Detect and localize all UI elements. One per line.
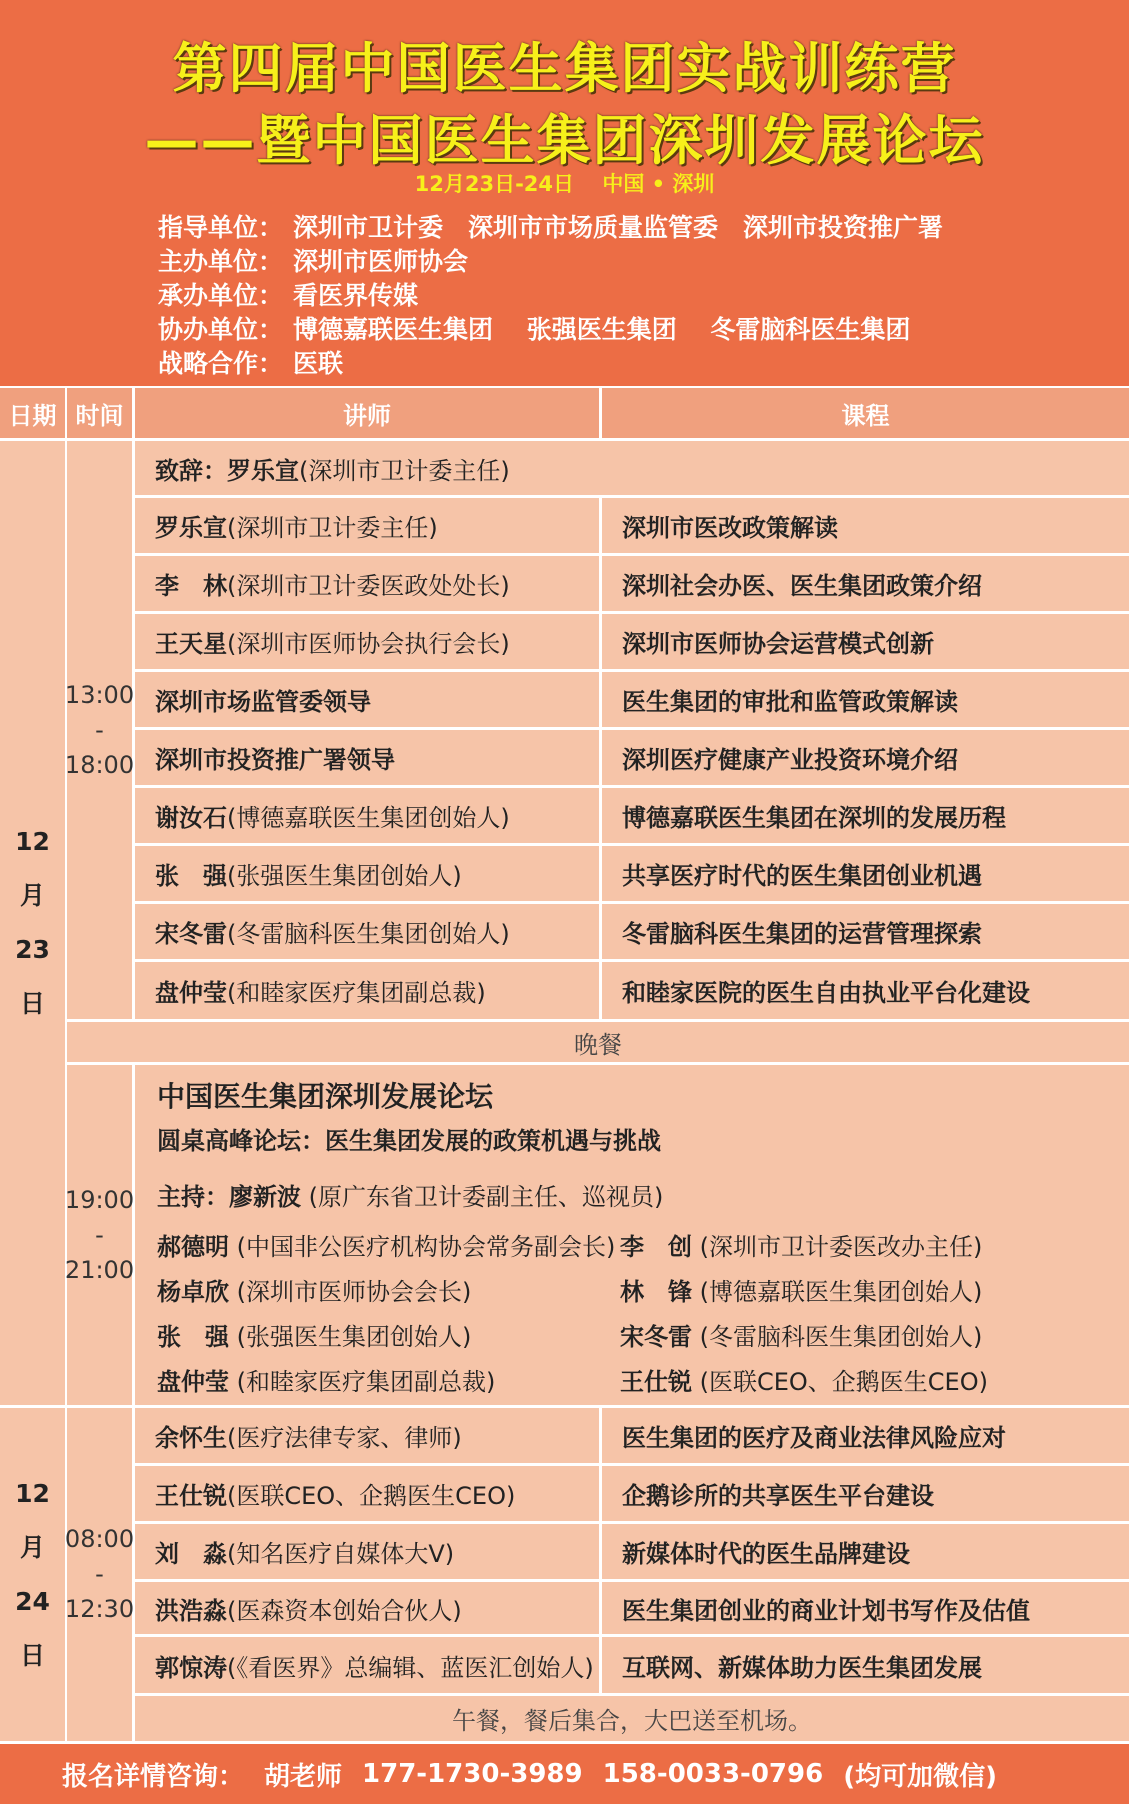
org-value: 看医界传媒	[293, 281, 419, 310]
host-label: 主持：廖新波	[157, 1183, 301, 1211]
speaker-role: (医疗法律专家、律师)	[227, 1424, 462, 1452]
course-cell: 冬雷脑科医生集团的运营管理探索	[602, 904, 1129, 959]
date-char: 23	[15, 935, 50, 964]
header-banner	[0, 0, 1129, 386]
date-char: 日	[19, 989, 45, 1018]
panelist	[620, 1317, 982, 1352]
speaker-name: 刘 淼	[155, 1540, 227, 1568]
footer-note: (均可加微信)	[843, 1761, 997, 1792]
course-cell: 共享医疗时代的医生集团创业机遇	[602, 846, 1129, 901]
speaker-role: (博德嘉联医生集团创始人)	[227, 804, 510, 832]
org-organizer	[158, 276, 418, 312]
course-cell: 博德嘉联医生集团在深圳的发展历程	[602, 788, 1129, 843]
panelist-name: 杨卓欣	[157, 1278, 229, 1306]
course-cell: 互联网、新媒体助力医生集团发展	[602, 1637, 1129, 1693]
speaker-role: (《看医界》总编辑、蓝医汇创始人)	[227, 1653, 594, 1682]
course-cell: 深圳医疗健康产业投资环境介绍	[602, 730, 1129, 785]
speaker-role: (深圳市卫计委医政处处长)	[227, 572, 510, 600]
speaker-role: (医森资本创始合伙人)	[227, 1596, 462, 1625]
speaker-cell	[135, 1524, 599, 1579]
org-value: 深圳市卫计委 深圳市市场质量监管委 深圳市投资推广署	[293, 213, 944, 242]
date-char: 日	[19, 1640, 45, 1670]
speaker-name: 宋冬雷	[155, 920, 227, 948]
course-cell: 和睦家医院的医生自由执业平台化建设	[602, 962, 1129, 1019]
speaker-name: 罗乐宣	[155, 514, 227, 542]
panelist-role: (张强医生集团创始人)	[229, 1323, 472, 1351]
speaker-role: (医联CEO、企鹅医生CEO)	[227, 1482, 516, 1510]
opening-label: 致辞：罗乐宣	[155, 456, 299, 485]
day1-afternoon-time	[64, 441, 135, 1019]
date-char: 12	[15, 1478, 50, 1508]
panelist	[157, 1362, 495, 1397]
time-end: 21:00	[64, 1255, 135, 1284]
panelist-name: 李 创	[620, 1233, 692, 1261]
org-host	[158, 242, 468, 278]
panelist	[157, 1317, 471, 1352]
panelist-role: (博德嘉联医生集团创始人)	[692, 1278, 983, 1306]
speaker-role: (张强医生集团创始人)	[227, 862, 462, 890]
course-cell: 深圳社会办医、医生集团政策介绍	[602, 556, 1129, 611]
course-cell: 新媒体时代的医生品牌建设	[602, 1524, 1129, 1579]
panelist-name: 王仕锐	[620, 1368, 692, 1396]
speaker-role: (深圳市卫计委主任)	[227, 514, 438, 542]
date-place: 12月23日-24日 中国 • 深圳	[414, 172, 715, 196]
time-dash: -	[95, 1560, 104, 1588]
footer-phone-2[interactable]: 158-0033-0796	[602, 1759, 824, 1789]
title-line-2: ——暨中国医生集团深圳发展论坛	[144, 109, 985, 172]
speaker-cell	[135, 730, 599, 785]
speaker-cell	[135, 962, 599, 1019]
speaker-name: 李 林	[155, 572, 227, 600]
panelist	[157, 1272, 471, 1307]
org-value: 博德嘉联医生集团 张强医生集团 冬雷脑科医生集团	[293, 315, 911, 344]
panelist-name: 张 强	[157, 1323, 229, 1351]
day1-evening-time	[64, 1065, 135, 1405]
speaker-name: 谢汝石	[155, 804, 227, 832]
day2-date	[0, 1408, 65, 1741]
date-char: 月	[19, 1532, 45, 1562]
time-end: 18:00	[64, 750, 135, 779]
speaker-cell	[135, 556, 599, 611]
th-speaker: 讲师	[135, 388, 599, 438]
panelist-role: (深圳市卫计委医改办主任)	[692, 1233, 983, 1261]
panelist-role: (和睦家医疗集团副总裁)	[229, 1368, 496, 1396]
speaker-name: 洪浩淼	[155, 1596, 227, 1625]
footer-label: 报名详情咨询：	[62, 1761, 245, 1792]
speaker-cell	[135, 1408, 599, 1463]
forum-block	[135, 1065, 1129, 1405]
speaker-name: 王仕锐	[155, 1482, 227, 1510]
time-dash: -	[95, 1220, 104, 1249]
speaker-name: 深圳市投资推广署领导	[155, 746, 395, 774]
footer-contact	[0, 1744, 1129, 1804]
org-guide	[158, 208, 943, 244]
date-char: 12	[15, 827, 50, 856]
forum-subtitle: 圆桌高峰论坛：医生集团发展的政策机遇与挑战	[157, 1127, 661, 1155]
speaker-role: (深圳市医师协会执行会长)	[227, 630, 510, 658]
day2-morning-time	[64, 1408, 135, 1741]
speaker-cell	[135, 788, 599, 843]
org-strategic	[158, 344, 343, 380]
org-value: 深圳市医师协会	[293, 247, 469, 276]
course-cell: 深圳市医师协会运营模式创新	[602, 614, 1129, 669]
speaker-name: 盘仲莹	[155, 979, 227, 1007]
speaker-role: (冬雷脑科医生集团创始人)	[227, 920, 510, 948]
speaker-role: (和睦家医疗集团副总裁)	[227, 979, 486, 1007]
speaker-name: 张 强	[155, 862, 227, 890]
course-cell: 医生集团的医疗及商业法律风险应对	[602, 1408, 1129, 1463]
panelist-name: 宋冬雷	[620, 1323, 692, 1351]
speaker-cell	[135, 1637, 599, 1693]
title-line-1: 第四届中国医生集团实战训练营	[172, 37, 957, 100]
forum-host	[157, 1177, 663, 1212]
panelist-role: (深圳市医师协会会长)	[229, 1278, 472, 1306]
lunch-row: 午餐，餐后集合，大巴送至机场。	[135, 1696, 1129, 1741]
time-dash: -	[95, 715, 104, 744]
course-cell: 医生集团创业的商业计划书写作及估值	[602, 1582, 1129, 1634]
org-label: 指导单位：	[158, 213, 284, 242]
speaker-cell	[135, 614, 599, 669]
speaker-role: (知名医疗自媒体大V)	[227, 1540, 455, 1568]
speaker-name: 深圳市场监管委领导	[155, 688, 371, 716]
panelist-name: 林 锋	[620, 1278, 692, 1306]
opening-role: (深圳市卫计委主任)	[299, 456, 510, 485]
panelist	[620, 1227, 982, 1262]
panelist-role: (冬雷脑科医生集团创始人)	[692, 1323, 983, 1351]
panelist-name: 盘仲莹	[157, 1368, 229, 1396]
speaker-cell	[135, 1466, 599, 1521]
dinner-row: 晚餐	[67, 1022, 1129, 1062]
speaker-cell	[135, 672, 599, 727]
panelist	[157, 1227, 615, 1262]
speaker-name: 郭惊涛	[155, 1653, 227, 1682]
speaker-cell	[135, 904, 599, 959]
panelist	[620, 1272, 982, 1307]
forum-title: 中国医生集团深圳发展论坛	[157, 1080, 494, 1113]
course-cell: 深圳市医改政策解读	[602, 498, 1129, 553]
speaker-cell	[135, 498, 599, 553]
org-label: 承办单位：	[158, 281, 284, 310]
org-label: 战略合作：	[158, 349, 284, 378]
time-start: 13:00	[64, 680, 135, 709]
panelist-role: (医联CEO、企鹅医生CEO)	[692, 1368, 988, 1396]
speaker-name: 王天星	[155, 630, 227, 658]
org-label: 协办单位：	[158, 315, 284, 344]
time-start: 08:00	[64, 1525, 135, 1553]
time-end: 12:30	[64, 1595, 135, 1623]
speaker-name: 余怀生	[155, 1424, 227, 1452]
course-cell: 医生集团的审批和监管政策解读	[602, 672, 1129, 727]
speaker-cell	[135, 1582, 599, 1634]
date-char: 月	[19, 881, 45, 910]
speaker-cell	[135, 846, 599, 901]
org-co-organizer	[158, 310, 910, 346]
date-char: 24	[15, 1586, 50, 1616]
org-value: 医联	[293, 349, 344, 378]
day1-date	[0, 441, 65, 1405]
th-course: 课程	[602, 388, 1129, 438]
panelist	[620, 1362, 988, 1397]
panelist-role: (中国非公医疗机构协会常务副会长)	[229, 1233, 616, 1261]
footer-phone-1[interactable]: 177-1730-3989	[362, 1759, 583, 1789]
th-time: 时间	[67, 388, 132, 438]
opening-speech	[135, 441, 1129, 495]
footer-contact-name: 胡老师	[264, 1761, 343, 1792]
time-start: 19:00	[64, 1185, 135, 1214]
host-role: (原广东省卫计委副主任、巡视员)	[301, 1183, 664, 1211]
org-label: 主办单位：	[158, 247, 284, 276]
course-cell: 企鹅诊所的共享医生平台建设	[602, 1466, 1129, 1521]
panelist-name: 郝德明	[157, 1233, 229, 1261]
th-date: 日期	[0, 388, 65, 438]
